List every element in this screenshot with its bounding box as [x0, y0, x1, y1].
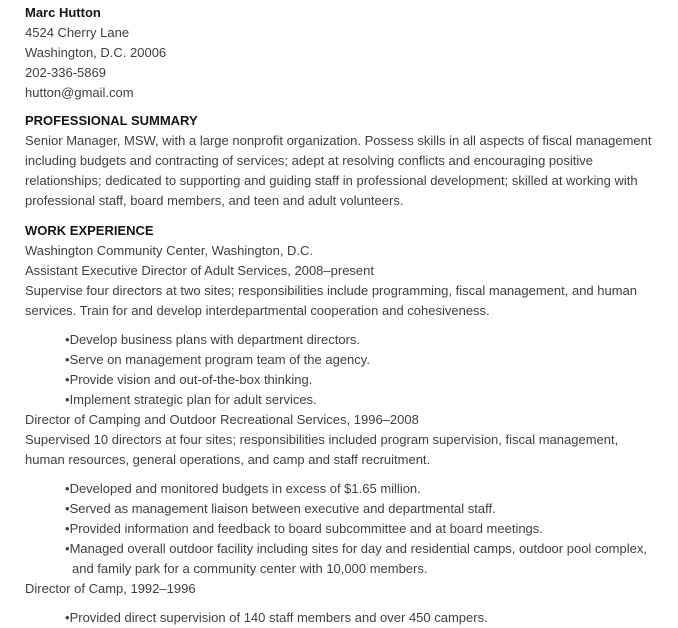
employer-line: Washington Community Center, Washington, D.C. [25, 243, 314, 258]
address-line-2: Washington, D.C. 20006 [25, 45, 167, 60]
bullet-item: • Developed and monitored budgets in excess of $1.65 million. [65, 479, 658, 499]
job-description: Supervise four directors at two sites; responsibilities include programming, fiscal management, and human services. Train for and develop interdepartmental cooperation and cohesiveness. [25, 283, 638, 318]
section-title-work-experience: WORK EXPERIENCE [25, 223, 154, 238]
bullet-item: • Implement strategic plan for adult services. [65, 390, 658, 410]
bullet-item: • Provided direct supervision of 140 staff members and over 450 campers. [65, 608, 658, 628]
bullet-item: • Managed overall outdoor facility including sites for day and residential camps, outdoor pool complex, and family park for a community center with 10,000 members. [65, 539, 658, 579]
person-name: Marc Hutton [25, 5, 101, 20]
job-title-line: Director of Camping and Outdoor Recreational Services, 1996–2008 [25, 412, 419, 427]
email-address: hutton@gmail.com [25, 85, 134, 100]
bullet-item: • Provided information and feedback to board subcommittee and at board meetings. [65, 519, 658, 539]
job-bullet-list [65, 479, 658, 579]
section-title-professional-summary: PROFESSIONAL SUMMARY [25, 113, 198, 128]
job-title-line: Assistant Executive Director of Adult Services, 2008–present [25, 263, 375, 278]
bullet-item: • Develop business plans with department directors. [65, 330, 658, 350]
job-bullet-list [65, 608, 658, 628]
job-title-line: Director of Camp, 1992–1996 [25, 581, 196, 596]
work-experience-section [25, 221, 658, 628]
bullet-item: • Serve on management program team of the agency. [65, 350, 658, 370]
address-line-1: 4524 Cherry Lane [25, 25, 130, 40]
bullet-item: • Provide vision and out-of-the-box thinking. [65, 370, 658, 390]
phone-number: 202-336-5869 [25, 65, 106, 80]
contact-header [25, 3, 658, 103]
bullet-item: • Served as management liaison between executive and departmental staff. [65, 499, 658, 519]
summary-paragraph: Senior Manager, MSW, with a large nonprofit organization. Possess skills in all aspects of fiscal management including budgets and contracting of services; adept at resolving conflicts and encouraging positive relationships; dedicated to supporting and guiding staff in professional development; skilled at working with professional staff, board members, and teen and adult volunteers. [25, 133, 652, 208]
professional-summary-section [25, 111, 658, 211]
job-bullet-list [65, 330, 658, 410]
job-description: Supervised 10 directors at four sites; responsibilities included program supervision, fiscal management, human resources, general operations, and camp and staff recruitment. [25, 432, 619, 467]
